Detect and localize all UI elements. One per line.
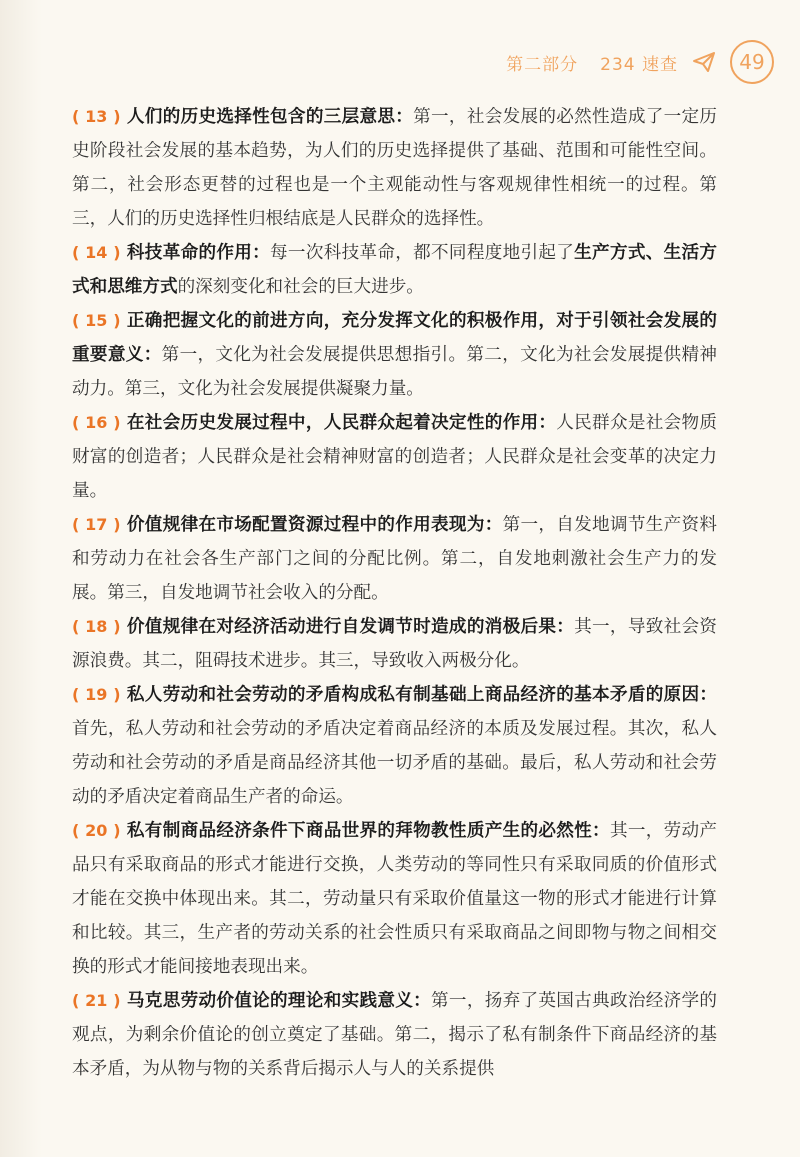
section-label: 第二部分 [506, 54, 579, 75]
list-item [72, 304, 717, 406]
item-body: 其一，导致社会资源浪费。其二，阻碍技术进步。其三，导致收入两极分化。 [72, 617, 717, 671]
item-number: ( 19 ) [72, 685, 121, 704]
item-number: ( 21 ) [72, 991, 121, 1010]
list-item [72, 610, 717, 678]
page-number: 49 [730, 40, 774, 84]
item-body-emphasis: 生产方式、生活方式和思维方式 [72, 242, 717, 297]
list-item [72, 406, 717, 508]
item-body: 的深刻变化和社会的巨大进步。 [177, 277, 424, 297]
item-body: 人民群众是社会物质财富的创造者；人民群众是社会精神财富的创造者；人民群众是社会变革的决定力量。 [72, 413, 717, 501]
running-header [506, 40, 774, 84]
item-heading: 私有制商品经济条件下商品世界的拜物教性质产生的必然性： [126, 820, 610, 841]
item-body: 首先，私人劳动和社会劳动的矛盾决定着商品经济的本质及发展过程。其次，私人劳动和社会劳动的矛盾是商品经济其他一切矛盾的基础。最后，私人劳动和社会劳动的矛盾决定着商品生产者的命运。 [72, 719, 717, 807]
list-item [72, 678, 717, 814]
item-number: ( 18 ) [72, 617, 121, 636]
list-item [72, 814, 717, 984]
item-body: 第一，社会发展的必然性造成了一定历史阶段社会发展的基本趋势，为人们的历史选择提供了基础、范围和可能性空间。第二，社会形态更替的过程也是一个主观能动性与客观规律性相统一的过程。第三，人们的历史选择性归根结底是人民群众的选择性。 [72, 107, 717, 229]
item-number: ( 17 ) [72, 515, 121, 534]
item-heading: 私人劳动和社会劳动的矛盾构成私有制基础上商品经济的基本矛盾的原因： [126, 684, 717, 705]
list-item [72, 100, 717, 236]
item-body: 第一，自发地调节生产资料和劳动力在社会各生产部门之间的分配比例。第二，自发地刺激社会生产力的发展。第三，自发地调节社会收入的分配。 [72, 515, 717, 603]
item-heading: 马克思劳动价值论的理论和实践意义： [126, 990, 432, 1011]
list-item [72, 236, 717, 304]
item-heading: 科技革命的作用： [126, 242, 271, 263]
item-body: 其一，劳动产品只有采取商品的形式才能进行交换，人类劳动的等同性只有采取同质的价值形式才能在交换中体现出来。其二，劳动量只有采取价值量这一物的形式才能进行计算和比较。其三，生产者的劳动关系的社会性质只有采取商品之间即物与物之间相交换的形式才能间接地表现出来。 [72, 821, 717, 977]
item-body: 第一，文化为社会发展提供思想指引。第二，文化为社会发展提供精神动力。第三，文化为社会发展提供凝聚力量。 [72, 345, 717, 399]
item-number: ( 15 ) [72, 311, 121, 330]
list-item [72, 508, 717, 610]
quick-reference-label: 234 速查 [600, 54, 678, 75]
item-body: 每一次科技革命，都不同程度地引起了 [270, 243, 575, 263]
item-heading: 正确把握文化的前进方向，充分发挥文化的积极作用，对于引领社会发展的重要意义： [72, 310, 717, 365]
item-number: ( 16 ) [72, 413, 121, 432]
item-number: ( 13 ) [72, 107, 121, 126]
item-heading: 人们的历史选择性包含的三层意思： [126, 106, 414, 127]
list-item [72, 984, 717, 1086]
item-number: ( 20 ) [72, 821, 121, 840]
item-heading: 价值规律在市场配置资源过程中的作用表现为： [126, 514, 503, 535]
item-number: ( 14 ) [72, 243, 121, 262]
paper-plane-icon [692, 51, 716, 73]
item-heading: 在社会历史发展过程中，人民群众起着决定性的作用： [126, 412, 557, 433]
main-content [72, 100, 717, 1086]
page-gutter [0, 0, 42, 1157]
item-heading: 价值规律在对经济活动进行自发调节时造成的消极后果： [126, 616, 575, 637]
item-body: 第一，扬弃了英国古典政治经济学的观点，为剩余价值论的创立奠定了基础。第二，揭示了私有制条件下商品经济的基本矛盾，为从物与物的关系背后揭示人与人的关系提供 [72, 991, 717, 1079]
